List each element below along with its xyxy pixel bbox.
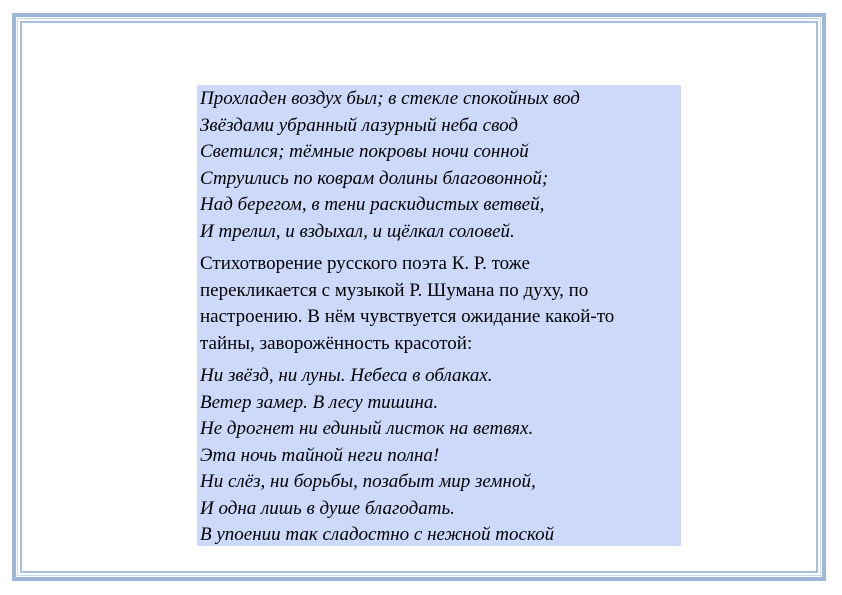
poem-line: В упоении так сладостно с нежной тоской	[200, 524, 555, 545]
paragraph-line: тайны, заворожённость красотой:	[200, 332, 473, 354]
poem-line: Светился; тёмные покровы ночи сонной	[200, 141, 529, 162]
poem-line: Над берегом, в тени раскидистых ветвей,	[200, 194, 545, 215]
poem-line: Звёздами убранный лазурный неба свод	[200, 114, 518, 136]
poem-line: Ни слёз, ни борьбы, позабыт мир земной,	[200, 471, 536, 492]
commentary-paragraph	[200, 251, 681, 357]
poem-line: Эта ночь тайной неги полна!	[200, 444, 440, 466]
poem-line: Ветер замер. В лесу тишина.	[200, 391, 439, 413]
poem-line: И трелил, и вздыхал, и щёлкал соловей.	[200, 220, 515, 242]
paragraph-line: перекликается с музыкой Р. Шумана по духу, по	[200, 279, 589, 301]
poem-line: И одна лишь в душе благодать.	[200, 497, 455, 519]
text-box	[197, 85, 681, 546]
paragraph-line: настроению. В нём чувствуется ожидание какой-то	[200, 306, 615, 327]
poem-stanza-1	[200, 86, 681, 245]
poem-line: Струились по коврам долины благовонной;	[200, 167, 549, 189]
poem-line: Ни звёзд, ни луны. Небеса в облаках.	[200, 365, 493, 386]
poem-line: Не дрогнет ни единый листок на ветвях.	[200, 418, 534, 439]
poem-line: Прохладен воздух был; в стекле спокойных вод	[200, 88, 580, 109]
poem-stanza-2	[200, 363, 681, 549]
paragraph-line: Стихотворение русского поэта К. Р. тоже	[200, 253, 530, 274]
